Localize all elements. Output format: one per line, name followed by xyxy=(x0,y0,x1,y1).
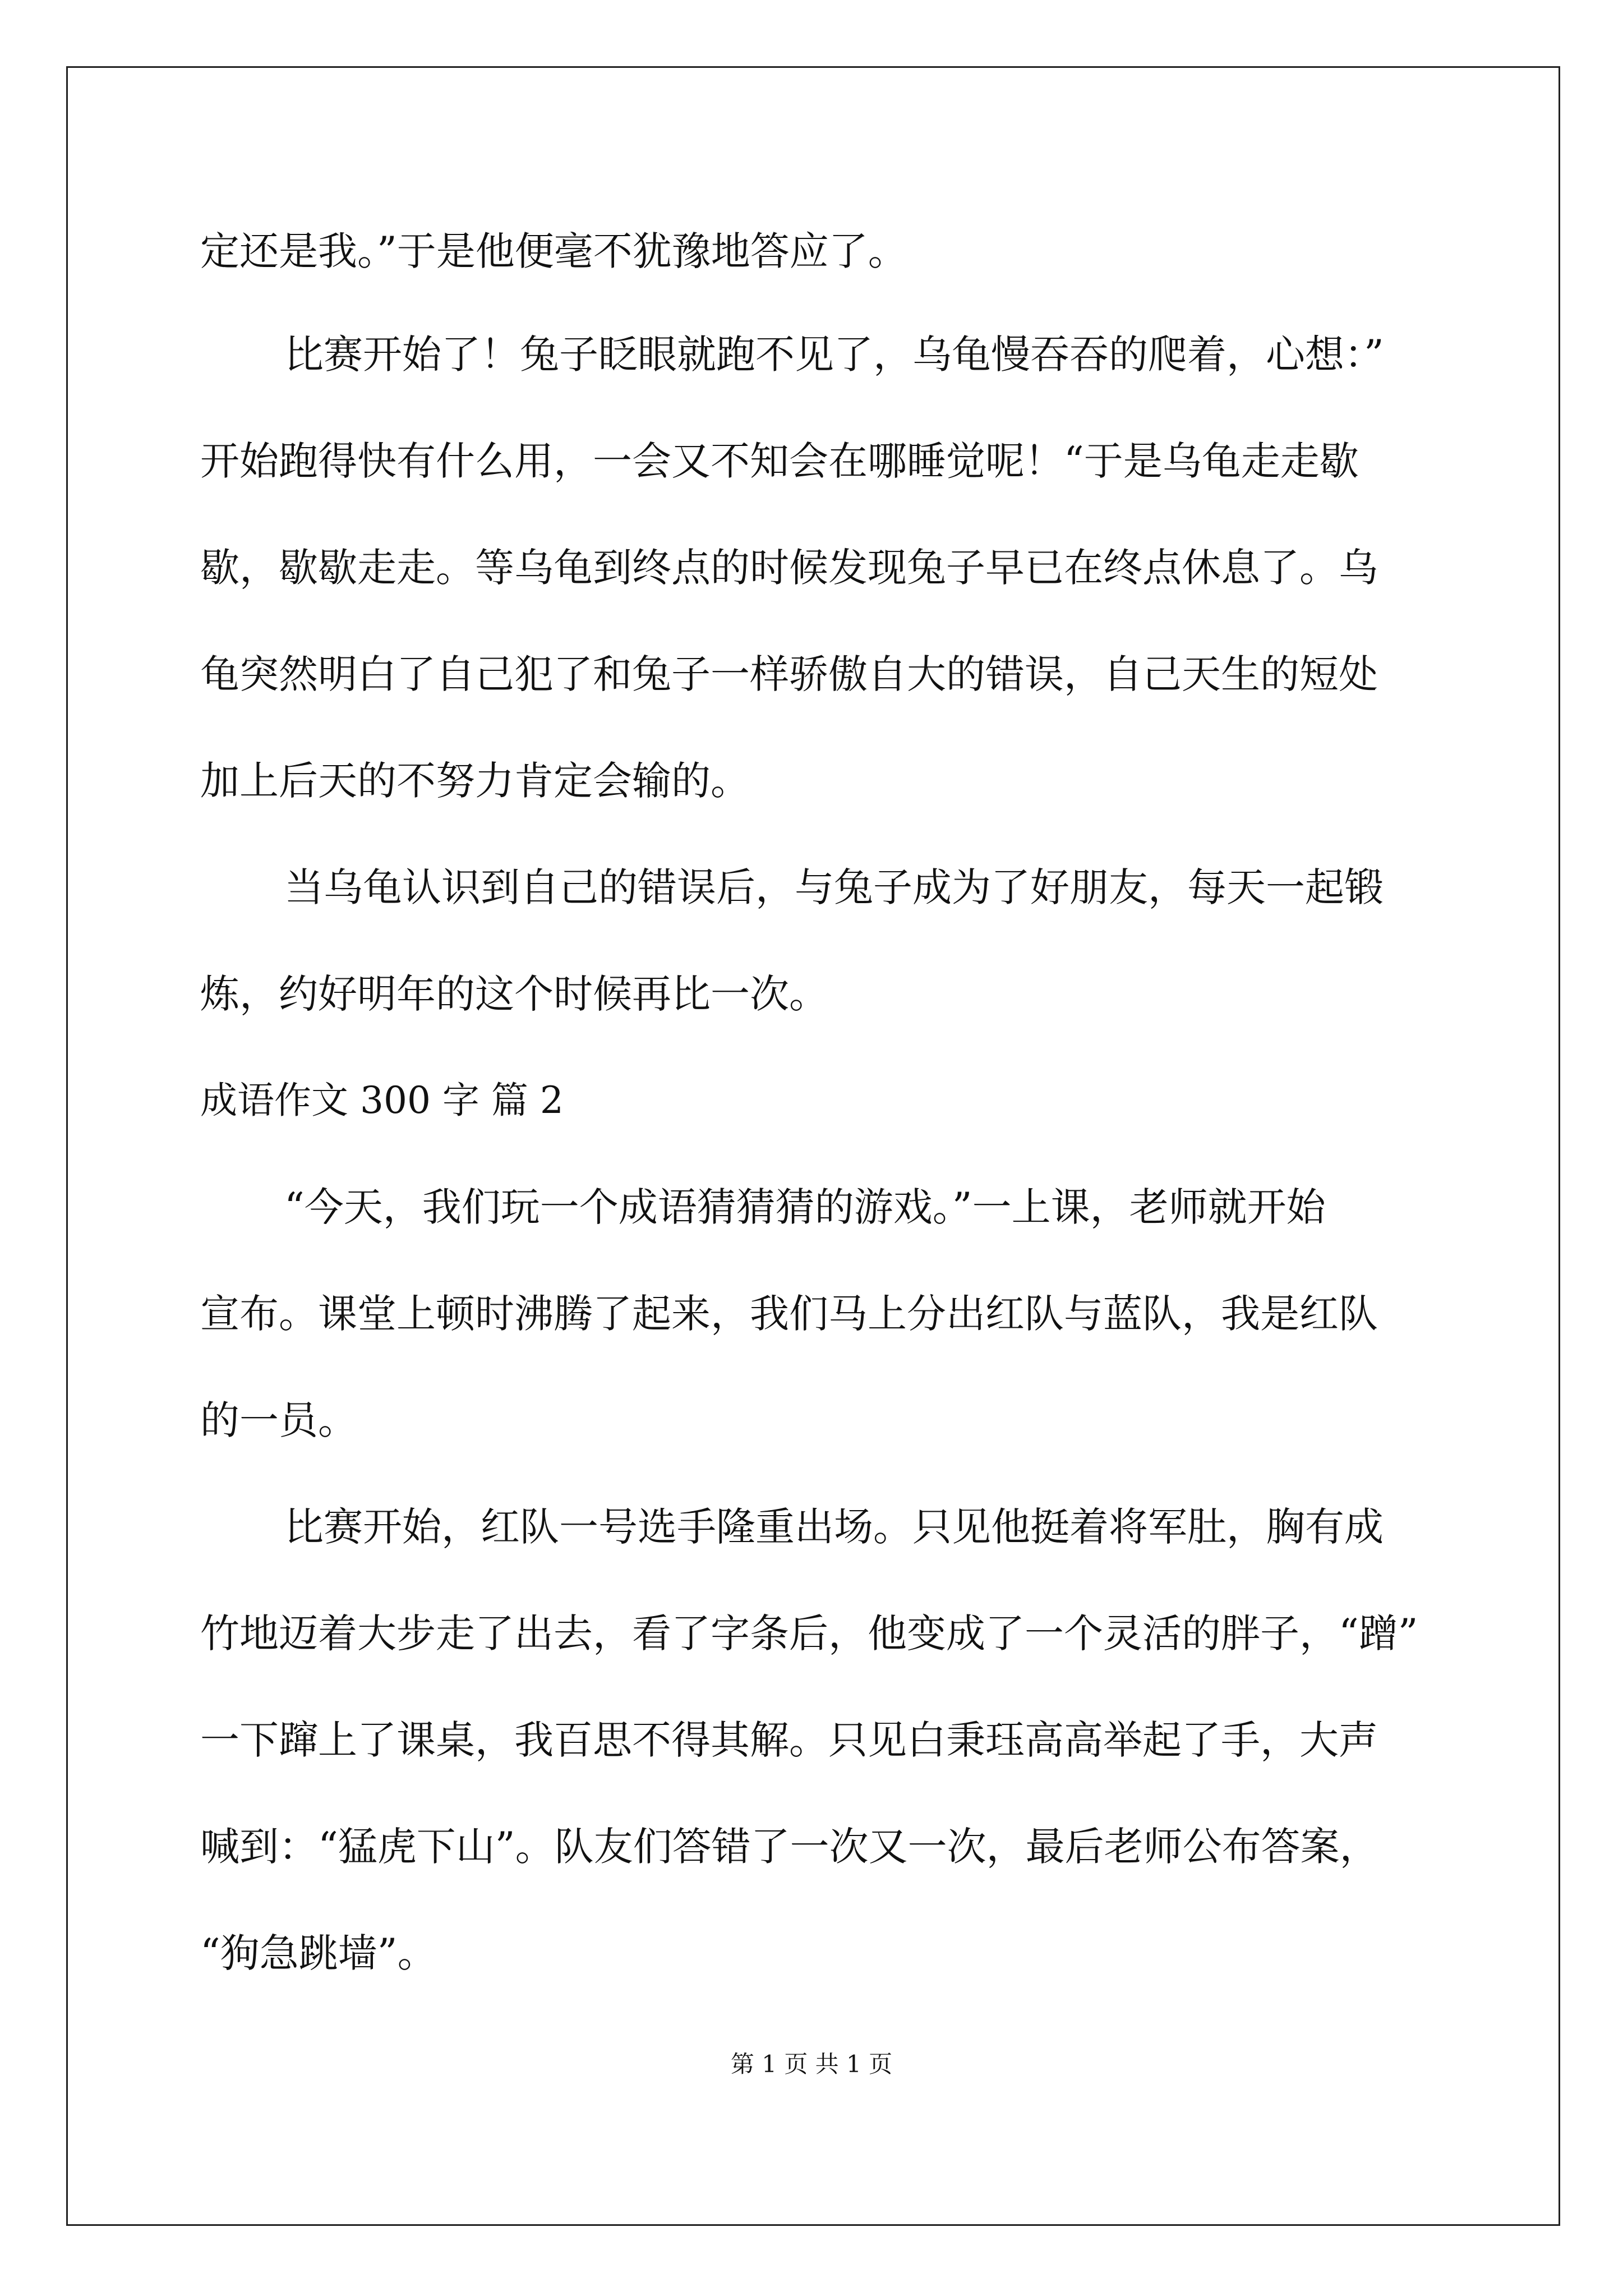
text-line: 炼，约好明年的这个时候再比一次。 xyxy=(200,971,828,1017)
text-line: 定还是我。”于是他便毫不犹豫地答应了。 xyxy=(200,228,907,274)
text-line: “狗急跳墙”。 xyxy=(200,1930,437,1976)
page-footer: 第 1 页 共 1 页 xyxy=(730,2050,893,2078)
text-line: 比赛开始，红队一号选手隆重出场。只见他挺着将军肚，胸有成 xyxy=(284,1504,1384,1550)
text-line: 当乌龟认识到自己的错误后，与兔子成为了好朋友，每天一起锻 xyxy=(284,864,1384,910)
text-line: 的一员。 xyxy=(200,1397,357,1443)
text-line: “今天，我们玩一个成语猜猜猜的游戏。”一上课，老师就开始 xyxy=(284,1184,1326,1230)
page-border xyxy=(66,66,1560,2226)
section-heading: 成语作文 300 字 篇 2 xyxy=(200,1079,564,1122)
text-line: 宣布。课堂上顿时沸腾了起来，我们马上分出红队与蓝队，我是红队 xyxy=(200,1291,1378,1337)
text-line: 喊到：“猛虎下山”。队友们答错了一次又一次，最后老师公布答案， xyxy=(200,1824,1379,1870)
text-line: 歇，歇歇走走。等乌龟到终点的时候发现兔子早已在终点休息了。乌 xyxy=(200,545,1378,591)
text-line: 开始跑得快有什么用，一会又不知会在哪睡觉呢！“于是乌龟走走歇 xyxy=(200,438,1359,484)
text-line: 比赛开始了！兔子眨眼就跑不见了，乌龟慢吞吞的爬着，心想：” xyxy=(284,332,1384,378)
text-line: 加上后天的不努力肯定会输的。 xyxy=(200,758,750,804)
text-line: 龟突然明白了自己犯了和兔子一样骄傲自大的错误，自己天生的短处 xyxy=(200,651,1378,697)
text-line: 一下蹿上了课桌，我百思不得其解。只见白秉珏高高举起了手，大声 xyxy=(200,1717,1378,1763)
text-line: 竹地迈着大步走了出去，看了字条后，他变成了一个灵活的胖子，“蹭” xyxy=(200,1611,1418,1657)
